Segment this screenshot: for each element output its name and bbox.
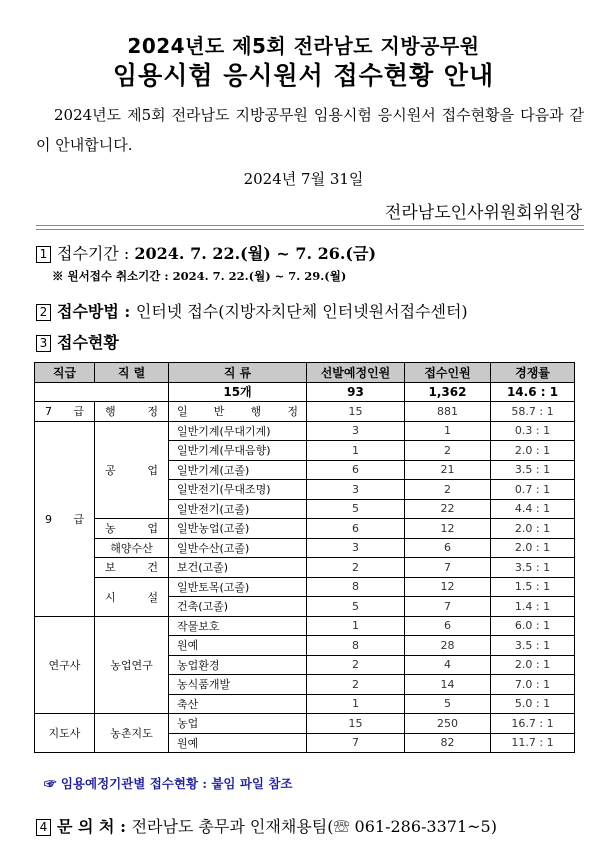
table-row	[35, 421, 575, 441]
intro-text: 2024년도 제5회 전라남도 지방공무원 임용시험 응시원서 접수현황을 다음과 같이 안내합니다.	[36, 106, 584, 154]
col-header: 접수인원	[405, 363, 491, 383]
ratio-cell: 1.4 : 1	[491, 597, 575, 617]
job-cell: 일반수산(고졸)	[169, 538, 307, 558]
series-cell: 농 업	[95, 519, 169, 539]
series-cell: 해양수산	[95, 538, 169, 558]
received-cell: 2	[405, 441, 491, 461]
total-ratio: 14.6 : 1	[491, 382, 575, 402]
job-cell: 일반전기(무대조명)	[169, 480, 307, 500]
ratio-cell: 6.0 : 1	[491, 616, 575, 636]
ratio-cell: 2.0 : 1	[491, 441, 575, 461]
job-cell: 일반기계(무대음향)	[169, 441, 307, 461]
section-period	[36, 241, 376, 264]
received-cell: 21	[405, 460, 491, 480]
received-cell: 7	[405, 558, 491, 578]
received-cell: 2	[405, 480, 491, 500]
title-line-2: 임용시험 응시원서 접수현황 안내	[112, 61, 495, 90]
section-label: 접수현황	[57, 333, 119, 352]
planned-cell: 7	[307, 733, 405, 753]
received-cell: 14	[405, 675, 491, 695]
table-header-row	[35, 363, 575, 383]
total-received: 1,362	[405, 382, 491, 402]
total-row	[35, 382, 575, 402]
ratio-cell: 0.7 : 1	[491, 480, 575, 500]
received-cell: 1	[405, 421, 491, 441]
reference-note: ☞ 임용예정기관별 접수현황 : 붙임 파일 참조	[44, 776, 293, 791]
ratio-cell: 4.4 : 1	[491, 499, 575, 519]
section-label: 접수방법 :	[57, 302, 136, 321]
total-blank	[35, 382, 169, 402]
section-label: 접수기간 :	[57, 244, 135, 263]
received-cell: 250	[405, 714, 491, 734]
received-cell: 7	[405, 597, 491, 617]
job-cell: 건축(고졸)	[169, 597, 307, 617]
ratio-cell: 11.7 : 1	[491, 733, 575, 753]
job-cell: 일 반 행 정	[169, 402, 307, 422]
received-cell: 881	[405, 402, 491, 422]
grade-cell: 9 급	[35, 421, 95, 616]
planned-cell: 1	[307, 616, 405, 636]
title-line-1: 2024년도 제5회 전라남도 지방공무원	[127, 34, 480, 58]
cancel-period-note: ※ 원서접수 취소기간 : 2024. 7. 22.(월) ~ 7. 29.(월)	[52, 269, 347, 283]
section-contact	[36, 814, 497, 837]
ratio-cell: 3.5 : 1	[491, 558, 575, 578]
planned-cell: 15	[307, 402, 405, 422]
section-value: 전라남도 총무과 인재채용팀(☏ 061-286-3371~5)	[131, 817, 497, 836]
grade-cell: 연구사	[35, 616, 95, 714]
job-cell: 일반기계(고졸)	[169, 460, 307, 480]
col-header: 직급	[35, 363, 95, 383]
planned-cell: 15	[307, 714, 405, 734]
section-label: 문 의 처 :	[57, 817, 132, 836]
total-planned: 93	[307, 382, 405, 402]
received-cell: 12	[405, 519, 491, 539]
series-cell: 농촌지도	[95, 714, 169, 753]
received-cell: 6	[405, 616, 491, 636]
planned-cell: 2	[307, 675, 405, 695]
job-cell: 농식품개발	[169, 675, 307, 695]
job-cell: 축산	[169, 694, 307, 714]
notice-date: 2024년 7월 31일	[243, 170, 364, 188]
col-header: 직 류	[169, 363, 307, 383]
series-cell: 농업연구	[95, 616, 169, 714]
job-cell: 원예	[169, 636, 307, 656]
job-cell: 원예	[169, 733, 307, 753]
col-header: 선발예정인원	[307, 363, 405, 383]
ratio-cell: 58.7 : 1	[491, 402, 575, 422]
planned-cell: 1	[307, 694, 405, 714]
section-number-box: 1	[36, 246, 51, 263]
job-cell: 작물보호	[169, 616, 307, 636]
grade-cell: 지도사	[35, 714, 95, 753]
section-number-box: 3	[36, 335, 51, 352]
planned-cell: 3	[307, 480, 405, 500]
received-cell: 82	[405, 733, 491, 753]
table-row	[35, 577, 575, 597]
section-status	[36, 330, 119, 353]
ratio-cell: 2.0 : 1	[491, 519, 575, 539]
section-number-box: 4	[36, 819, 51, 836]
signer: 전라남도인사위원회위원장	[384, 203, 582, 223]
planned-cell: 3	[307, 538, 405, 558]
planned-cell: 8	[307, 636, 405, 656]
received-cell: 6	[405, 538, 491, 558]
ratio-cell: 5.0 : 1	[491, 694, 575, 714]
section-method	[36, 299, 468, 322]
planned-cell: 1	[307, 441, 405, 461]
table-row	[35, 558, 575, 578]
ratio-cell: 2.0 : 1	[491, 538, 575, 558]
planned-cell: 5	[307, 499, 405, 519]
table-row	[35, 714, 575, 734]
planned-cell: 6	[307, 460, 405, 480]
planned-cell: 3	[307, 421, 405, 441]
ratio-cell: 2.0 : 1	[491, 655, 575, 675]
ratio-cell: 3.5 : 1	[491, 460, 575, 480]
table-row	[35, 616, 575, 636]
planned-cell: 6	[307, 519, 405, 539]
table-row	[35, 402, 575, 422]
series-cell: 행 정	[95, 402, 169, 422]
section-number-box: 2	[36, 304, 51, 321]
planned-cell: 2	[307, 655, 405, 675]
planned-cell: 8	[307, 577, 405, 597]
total-count: 15개	[169, 382, 307, 402]
separator-line	[36, 225, 584, 230]
col-header: 경쟁률	[491, 363, 575, 383]
ratio-cell: 3.5 : 1	[491, 636, 575, 656]
job-cell: 일반토목(고졸)	[169, 577, 307, 597]
received-cell: 28	[405, 636, 491, 656]
job-cell: 일반농업(고졸)	[169, 519, 307, 539]
intro-paragraph	[36, 100, 584, 160]
ratio-cell: 7.0 : 1	[491, 675, 575, 695]
job-cell: 일반기계(무대기계)	[169, 421, 307, 441]
ratio-cell: 0.3 : 1	[491, 421, 575, 441]
ratio-cell: 16.7 : 1	[491, 714, 575, 734]
job-cell: 일반전기(고졸)	[169, 499, 307, 519]
series-cell: 공 업	[95, 421, 169, 519]
job-cell: 농업환경	[169, 655, 307, 675]
col-header: 직 렬	[95, 363, 169, 383]
received-cell: 5	[405, 694, 491, 714]
section-value: 2024. 7. 22.(월) ~ 7. 26.(금)	[134, 244, 377, 263]
grade-cell: 7 급	[35, 402, 95, 422]
planned-cell: 5	[307, 597, 405, 617]
planned-cell: 2	[307, 558, 405, 578]
section-value: 인터넷 접수(지방자치단체 인터넷원서접수센터)	[135, 302, 468, 321]
series-cell: 시 설	[95, 577, 169, 616]
job-cell: 농업	[169, 714, 307, 734]
job-cell: 보건(고졸)	[169, 558, 307, 578]
received-cell: 22	[405, 499, 491, 519]
status-table	[34, 362, 575, 753]
table-row	[35, 519, 575, 539]
received-cell: 4	[405, 655, 491, 675]
series-cell: 보 건	[95, 558, 169, 578]
table-row	[35, 538, 575, 558]
received-cell: 12	[405, 577, 491, 597]
ratio-cell: 1.5 : 1	[491, 577, 575, 597]
